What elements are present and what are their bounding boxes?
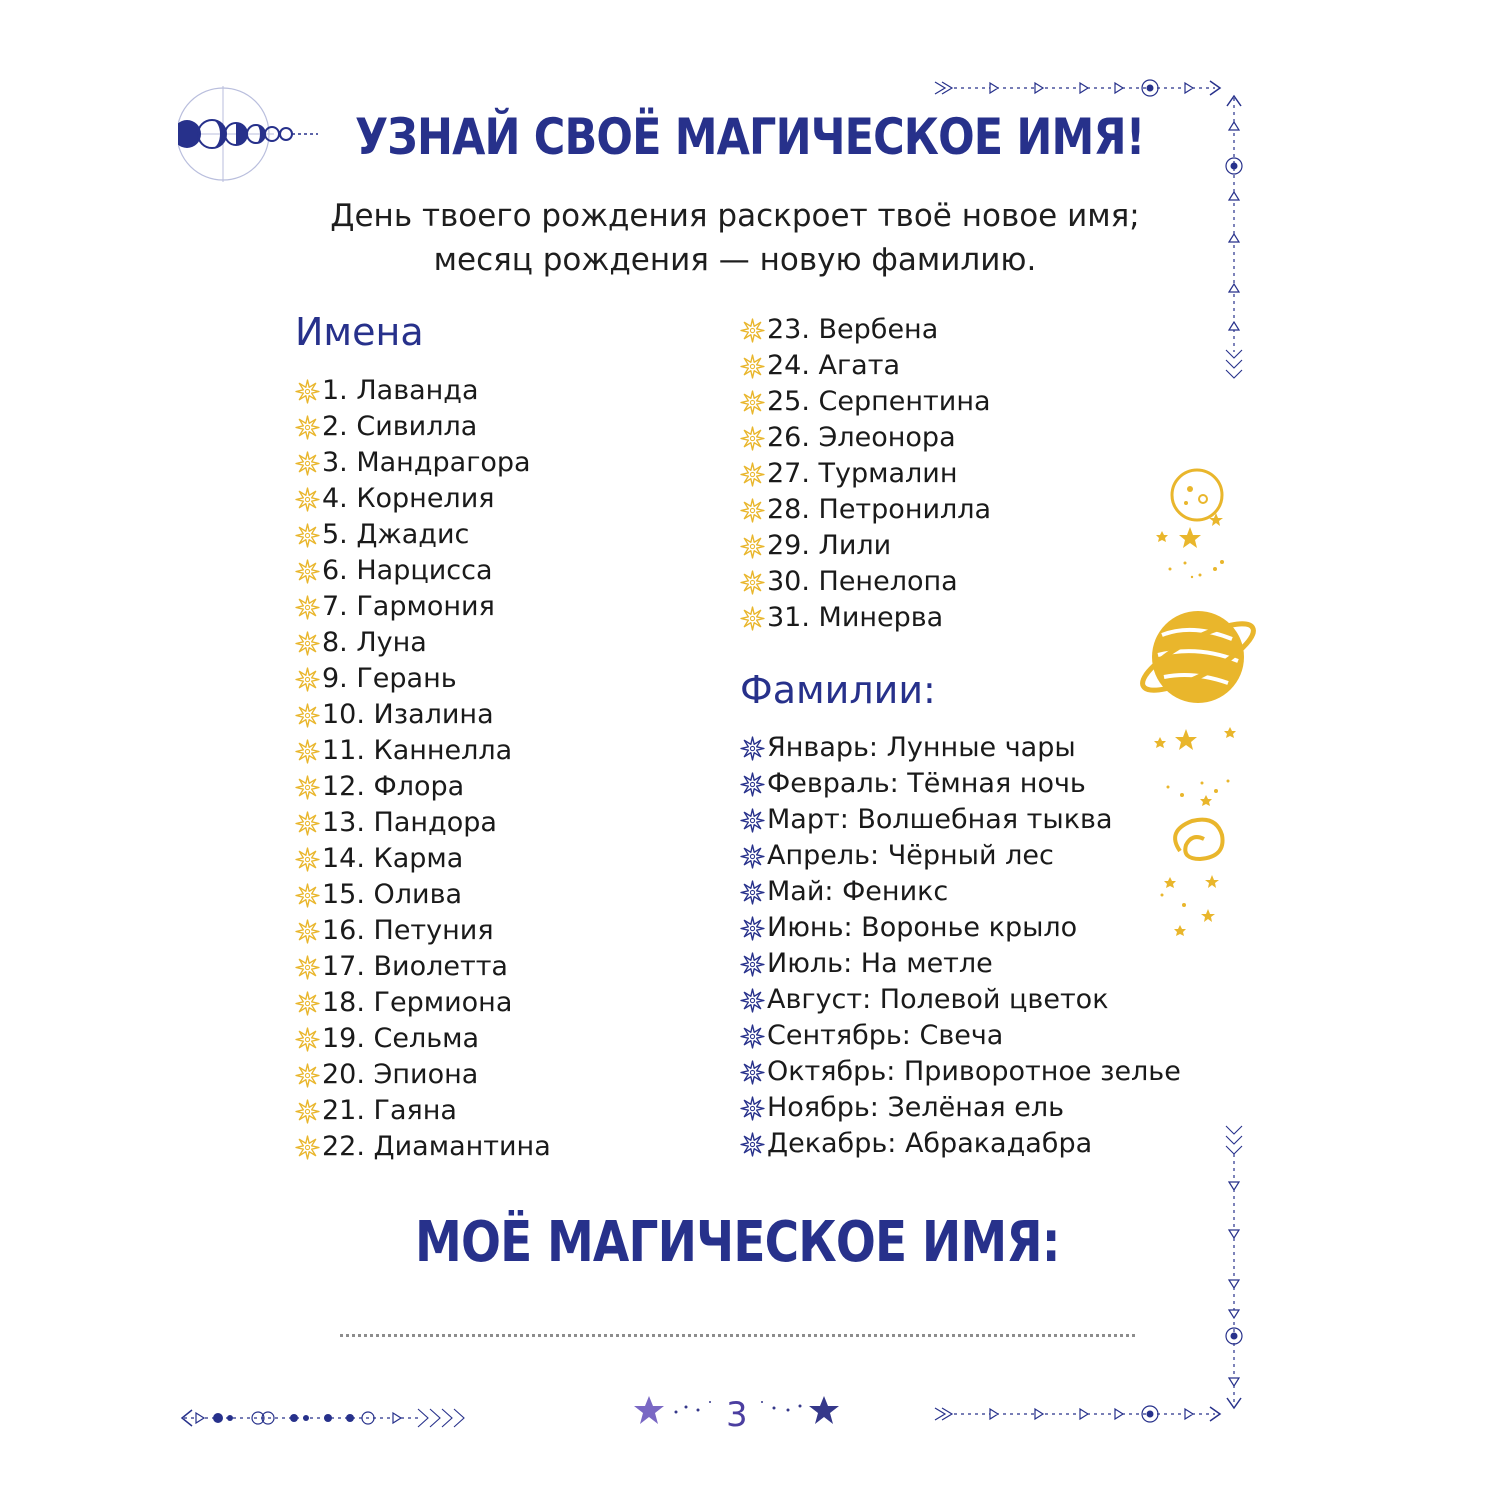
name-item — [295, 553, 551, 589]
surname-item — [740, 1126, 1181, 1162]
name-item — [295, 481, 551, 517]
name-item-text: 9. Герань — [322, 663, 457, 694]
intro-text — [250, 194, 1220, 282]
name-item — [295, 877, 551, 913]
name-item-text: 8. Луна — [322, 627, 427, 658]
blue-sparkle-icon — [740, 808, 765, 833]
surnames-list — [740, 730, 1181, 1162]
surname-item — [740, 838, 1181, 874]
name-item — [295, 841, 551, 877]
page-number: 3 — [726, 1395, 748, 1435]
blue-sparkle-icon — [740, 844, 765, 869]
intro-line-1: День твоего рождения раскроет твоё новое имя; — [330, 198, 1140, 234]
gold-sparkle-icon — [295, 955, 320, 980]
name-item-text: 15. Олива — [322, 879, 463, 910]
name-item-text: 1. Лаванда — [322, 375, 479, 406]
surname-item-text: Июль: На метле — [767, 948, 993, 979]
blue-sparkle-icon — [740, 988, 765, 1013]
name-item-text: 3. Мандрагора — [322, 447, 531, 478]
surname-item-text: Январь: Лунные чары — [767, 732, 1076, 763]
name-item-text: 10. Изалина — [322, 699, 494, 730]
gold-sparkle-icon — [740, 606, 765, 631]
name-item-text: 11. Каннелла — [322, 735, 513, 766]
gold-sparkle-icon — [295, 487, 320, 512]
gold-sparkle-icon — [295, 415, 320, 440]
surname-item-text: Июнь: Воронье крыло — [767, 912, 1078, 943]
bottom-left-arrow-border — [178, 1405, 470, 1431]
name-item — [295, 985, 551, 1021]
surname-item-text: Сентябрь: Свеча — [767, 1020, 1004, 1051]
name-item-text: 31. Минерва — [767, 602, 944, 633]
blue-sparkle-icon — [740, 1096, 765, 1121]
name-item — [295, 697, 551, 733]
name-item — [740, 384, 991, 420]
name-item — [295, 1093, 551, 1129]
name-item — [295, 661, 551, 697]
name-item-text: 29. Лили — [767, 530, 892, 561]
surname-item-text: Декабрь: Абракадабра — [767, 1128, 1093, 1159]
name-item-text: 21. Гаяна — [322, 1095, 457, 1126]
name-item-text: 25. Серпентина — [767, 386, 991, 417]
name-item — [295, 949, 551, 985]
name-item — [740, 600, 991, 636]
blue-sparkle-icon — [740, 1060, 765, 1085]
gold-sparkle-icon — [740, 462, 765, 487]
name-item — [295, 769, 551, 805]
name-item — [740, 312, 991, 348]
gold-sparkle-icon — [295, 739, 320, 764]
gold-sparkle-icon — [740, 570, 765, 595]
name-item — [295, 805, 551, 841]
gold-sparkle-icon — [740, 534, 765, 559]
name-item — [295, 733, 551, 769]
blue-sparkle-icon — [740, 736, 765, 761]
surname-item — [740, 982, 1181, 1018]
surname-item — [740, 730, 1181, 766]
name-item — [740, 348, 991, 384]
gold-sparkle-icon — [295, 1135, 320, 1160]
name-item — [740, 564, 991, 600]
name-item — [295, 1057, 551, 1093]
gold-sparkle-icon — [295, 667, 320, 692]
name-item-text: 13. Пандора — [322, 807, 497, 838]
gold-sparkle-icon — [295, 379, 320, 404]
surname-item — [740, 946, 1181, 982]
page-title: УЗНАЙ СВОЁ МАГИЧЕСКОЕ ИМЯ! — [355, 108, 1145, 166]
gold-sparkle-icon — [295, 775, 320, 800]
gold-sparkle-icon — [295, 811, 320, 836]
blue-sparkle-icon — [740, 880, 765, 905]
name-item-text: 22. Диамантина — [322, 1131, 551, 1162]
surname-item-text: Февраль: Тёмная ночь — [767, 768, 1086, 799]
surname-item-text: Ноябрь: Зелёная ель — [767, 1092, 1065, 1123]
name-item-text: 7. Гармония — [322, 591, 495, 622]
surname-item — [740, 766, 1181, 802]
name-item — [295, 589, 551, 625]
name-item — [295, 625, 551, 661]
name-item — [295, 913, 551, 949]
surname-item — [740, 1018, 1181, 1054]
blue-sparkle-icon — [740, 1132, 765, 1157]
gold-sparkle-icon — [295, 883, 320, 908]
gold-sparkle-icon — [740, 354, 765, 379]
surname-item-text: Май: Феникс — [767, 876, 949, 907]
gold-sparkle-icon — [295, 1099, 320, 1124]
gold-sparkle-icon — [740, 498, 765, 523]
name-item-text: 2. Сивилла — [322, 411, 478, 442]
name-item-text: 27. Турмалин — [767, 458, 958, 489]
name-item — [295, 373, 551, 409]
moon-phases-ornament — [178, 82, 328, 187]
name-item — [295, 517, 551, 553]
name-item-text: 4. Корнелия — [322, 483, 495, 514]
gold-sparkle-icon — [295, 523, 320, 548]
names-list-2 — [740, 312, 991, 636]
name-item-text: 6. Нарцисса — [322, 555, 493, 586]
right-arrow-border-bottom — [1222, 1120, 1246, 1415]
gold-sparkle-icon — [740, 318, 765, 343]
name-item — [295, 445, 551, 481]
name-item-text: 30. Пенелопа — [767, 566, 958, 597]
name-item-text: 18. Гермиона — [322, 987, 513, 1018]
name-item-text: 24. Агата — [767, 350, 900, 381]
gold-sparkle-icon — [295, 847, 320, 872]
name-item-text: 28. Петронилла — [767, 494, 992, 525]
gold-sparkle-icon — [295, 1063, 320, 1088]
surname-item-text: Август: Полевой цветок — [767, 984, 1109, 1015]
surname-item-text: Апрель: Чёрный лес — [767, 840, 1054, 871]
name-item-text: 23. Вербена — [767, 314, 939, 345]
name-item — [295, 1129, 551, 1165]
gold-sparkle-icon — [295, 631, 320, 656]
bottom-right-arrow-border — [930, 1402, 1230, 1426]
names-list-1 — [295, 373, 551, 1165]
gold-sparkle-icon — [295, 595, 320, 620]
gold-sparkle-icon — [295, 703, 320, 728]
blue-sparkle-icon — [740, 772, 765, 797]
surname-item-text: Октябрь: Приворотное зелье — [767, 1056, 1181, 1087]
blue-sparkle-icon — [740, 1024, 765, 1049]
name-item-text: 19. Сельма — [322, 1023, 480, 1054]
intro-line-2: месяц рождения — новую фамилию. — [433, 242, 1037, 278]
name-item-text: 20. Эпиона — [322, 1059, 479, 1090]
name-write-line[interactable] — [340, 1334, 1135, 1337]
surname-item — [740, 1054, 1181, 1090]
blue-sparkle-icon — [740, 916, 765, 941]
surnames-heading: Фамилии: — [740, 668, 936, 712]
name-item — [740, 456, 991, 492]
surname-item — [740, 910, 1181, 946]
surname-item — [740, 874, 1181, 910]
name-item — [740, 492, 991, 528]
gold-sparkle-icon — [295, 991, 320, 1016]
name-item-text: 12. Флора — [322, 771, 465, 802]
gold-sparkle-icon — [740, 390, 765, 415]
surname-item — [740, 802, 1181, 838]
name-item — [740, 528, 991, 564]
surname-item — [740, 1090, 1181, 1126]
name-item — [295, 409, 551, 445]
names-heading: Имена — [295, 310, 424, 354]
top-arrow-border — [930, 76, 1230, 100]
right-arrow-border-top — [1222, 92, 1246, 384]
gold-sparkle-icon — [295, 559, 320, 584]
my-magic-name-title: МОЁ МАГИЧЕСКОЕ ИМЯ: — [415, 1210, 1060, 1275]
blue-sparkle-icon — [740, 952, 765, 977]
name-item-text: 26. Элеонора — [767, 422, 956, 453]
name-item — [740, 420, 991, 456]
name-item-text: 17. Виолетта — [322, 951, 508, 982]
name-item — [295, 1021, 551, 1057]
gold-sparkle-icon — [295, 451, 320, 476]
name-item-text: 5. Джадис — [322, 519, 470, 550]
surname-item-text: Март: Волшебная тыква — [767, 804, 1113, 835]
name-item-text: 16. Петуния — [322, 915, 494, 946]
gold-sparkle-icon — [295, 1027, 320, 1052]
gold-sparkle-icon — [295, 919, 320, 944]
gold-sparkle-icon — [740, 426, 765, 451]
name-item-text: 14. Карма — [322, 843, 464, 874]
